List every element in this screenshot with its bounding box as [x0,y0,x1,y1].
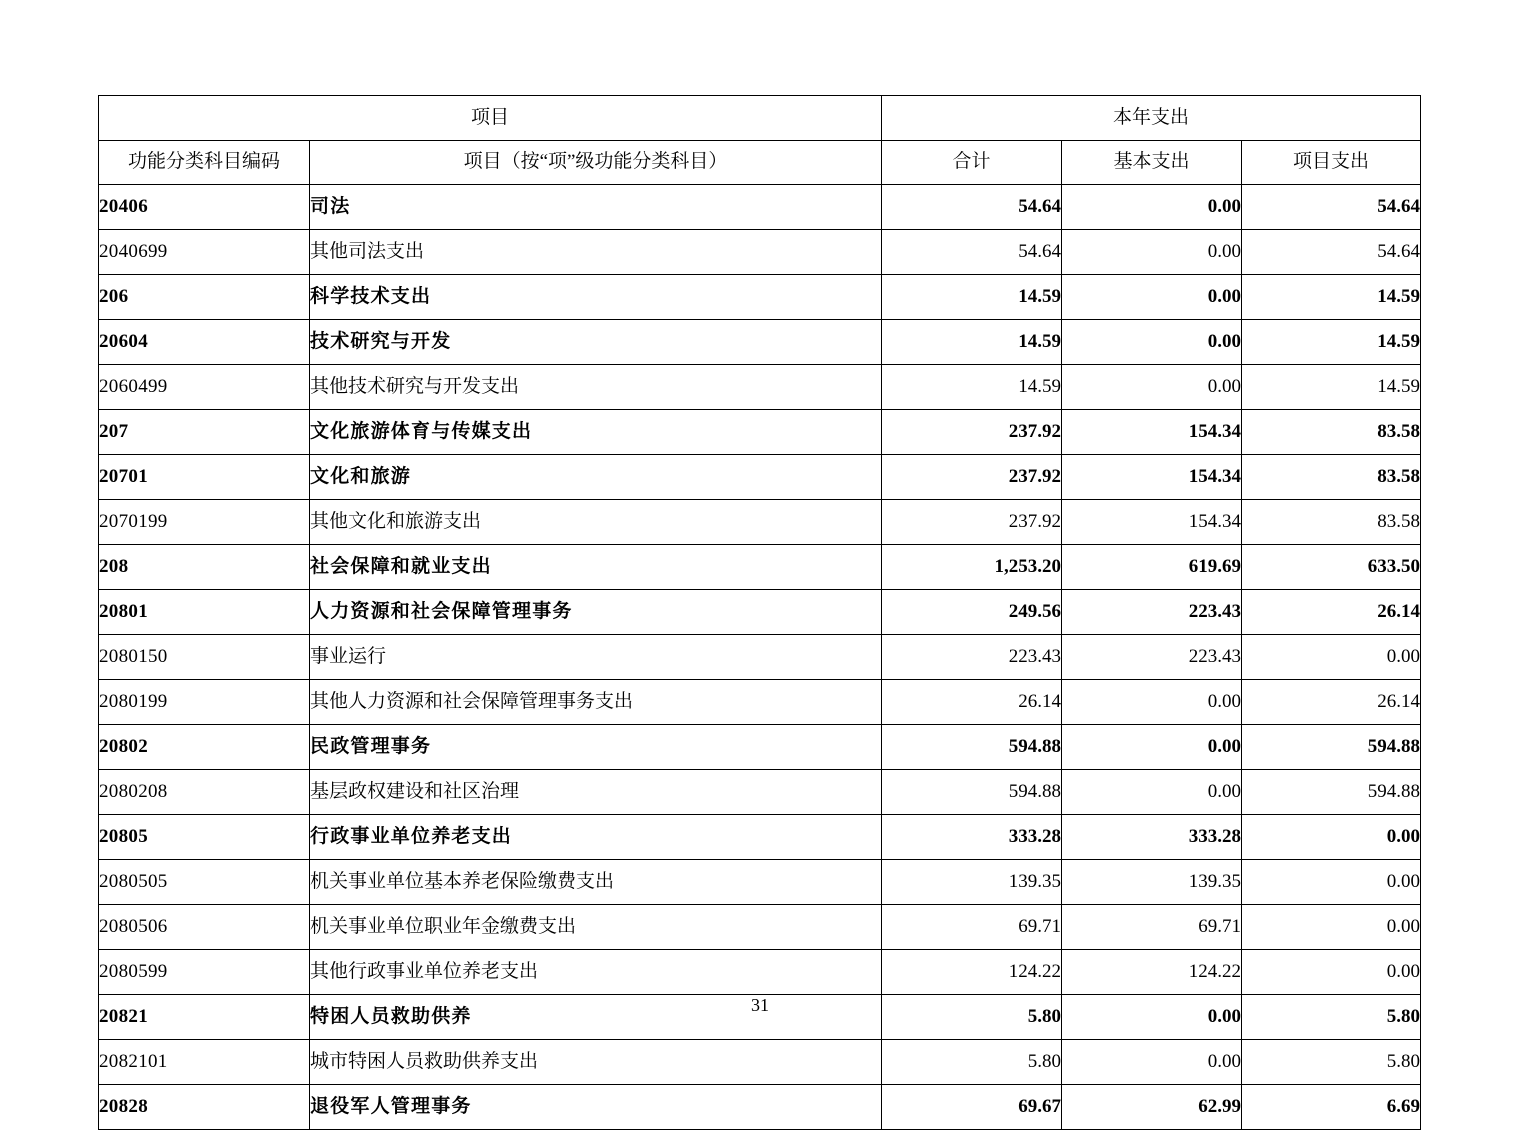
cell-function-code: 2070199 [99,500,310,545]
cell-function-code: 2080199 [99,680,310,725]
cell-basic-amount: 0.00 [1062,365,1242,410]
cell-project-amount: 83.58 [1242,410,1421,455]
cell-total-amount: 237.92 [882,500,1062,545]
cell-total-amount: 54.64 [882,185,1062,230]
table-row [99,860,1421,905]
cell-basic-amount: 154.34 [1062,455,1242,500]
cell-total-amount: 5.80 [882,1040,1062,1085]
cell-basic-amount: 0.00 [1062,275,1242,320]
cell-item-name: 其他行政事业单位养老支出 [310,950,882,995]
cell-project-amount: 594.88 [1242,770,1421,815]
cell-item-name: 文化旅游体育与传媒支出 [310,410,882,455]
cell-total-amount: 594.88 [882,725,1062,770]
cell-item-name: 退役军人管理事务 [310,1085,882,1130]
cell-total-amount: 5.80 [882,995,1062,1040]
cell-basic-amount: 619.69 [1062,545,1242,590]
cell-basic-amount: 0.00 [1062,725,1242,770]
table-header-row-group [99,96,1421,141]
cell-item-name: 城市特困人员救助供养支出 [310,1040,882,1085]
cell-item-name: 行政事业单位养老支出 [310,815,882,860]
table-row [99,1040,1421,1085]
table-row [99,1085,1421,1130]
budget-expenditure-table [98,95,1421,1130]
table-row [99,545,1421,590]
cell-project-amount: 14.59 [1242,275,1421,320]
table-row [99,185,1421,230]
cell-function-code: 20406 [99,185,310,230]
cell-basic-amount: 154.34 [1062,410,1242,455]
cell-project-amount: 0.00 [1242,635,1421,680]
table-row [99,815,1421,860]
header-col-project: 项目支出 [1242,141,1421,185]
table-row [99,455,1421,500]
cell-total-amount: 139.35 [882,860,1062,905]
cell-function-code: 2080150 [99,635,310,680]
cell-item-name: 基层政权建设和社区治理 [310,770,882,815]
table-row [99,500,1421,545]
cell-function-code: 2080506 [99,905,310,950]
table-row [99,680,1421,725]
cell-project-amount: 0.00 [1242,950,1421,995]
cell-item-name: 特困人员救助供养 [310,995,882,1040]
table-row [99,905,1421,950]
cell-total-amount: 26.14 [882,680,1062,725]
cell-basic-amount: 139.35 [1062,860,1242,905]
cell-project-amount: 14.59 [1242,320,1421,365]
header-group-expenditure: 本年支出 [882,96,1421,141]
cell-item-name: 机关事业单位基本养老保险缴费支出 [310,860,882,905]
cell-project-amount: 5.80 [1242,995,1421,1040]
cell-total-amount: 249.56 [882,590,1062,635]
cell-project-amount: 5.80 [1242,1040,1421,1085]
table-header-row-columns [99,141,1421,185]
cell-basic-amount: 154.34 [1062,500,1242,545]
table-row [99,590,1421,635]
cell-project-amount: 0.00 [1242,815,1421,860]
cell-item-name: 其他技术研究与开发支出 [310,365,882,410]
header-col-name: 项目（按“项”级功能分类科目） [310,141,882,185]
cell-item-name: 文化和旅游 [310,455,882,500]
cell-function-code: 208 [99,545,310,590]
table-row [99,725,1421,770]
cell-item-name: 人力资源和社会保障管理事务 [310,590,882,635]
cell-basic-amount: 0.00 [1062,770,1242,815]
table-row [99,365,1421,410]
table-row [99,950,1421,995]
cell-function-code: 2080208 [99,770,310,815]
header-col-basic: 基本支出 [1062,141,1242,185]
cell-function-code: 2080599 [99,950,310,995]
cell-basic-amount: 0.00 [1062,185,1242,230]
cell-total-amount: 14.59 [882,275,1062,320]
cell-function-code: 20805 [99,815,310,860]
cell-project-amount: 26.14 [1242,590,1421,635]
cell-basic-amount: 0.00 [1062,680,1242,725]
cell-project-amount: 6.69 [1242,1085,1421,1130]
cell-project-amount: 0.00 [1242,905,1421,950]
cell-function-code: 2040699 [99,230,310,275]
cell-function-code: 20701 [99,455,310,500]
cell-basic-amount: 0.00 [1062,320,1242,365]
cell-total-amount: 333.28 [882,815,1062,860]
table-row [99,770,1421,815]
table-body [99,185,1421,1130]
cell-item-name: 科学技术支出 [310,275,882,320]
cell-total-amount: 237.92 [882,455,1062,500]
cell-function-code: 206 [99,275,310,320]
cell-total-amount: 69.71 [882,905,1062,950]
table-row [99,320,1421,365]
cell-project-amount: 54.64 [1242,230,1421,275]
cell-project-amount: 26.14 [1242,680,1421,725]
header-group-item: 项目 [99,96,882,141]
cell-project-amount: 0.00 [1242,860,1421,905]
cell-item-name: 其他文化和旅游支出 [310,500,882,545]
cell-function-code: 20828 [99,1085,310,1130]
cell-total-amount: 237.92 [882,410,1062,455]
cell-basic-amount: 124.22 [1062,950,1242,995]
cell-function-code: 20802 [99,725,310,770]
cell-project-amount: 594.88 [1242,725,1421,770]
cell-total-amount: 1,253.20 [882,545,1062,590]
cell-function-code: 20604 [99,320,310,365]
cell-basic-amount: 62.99 [1062,1085,1242,1130]
cell-total-amount: 14.59 [882,320,1062,365]
cell-project-amount: 14.59 [1242,365,1421,410]
cell-function-code: 2082101 [99,1040,310,1085]
cell-item-name: 民政管理事务 [310,725,882,770]
cell-total-amount: 223.43 [882,635,1062,680]
cell-item-name: 社会保障和就业支出 [310,545,882,590]
cell-basic-amount: 223.43 [1062,635,1242,680]
cell-function-code: 20801 [99,590,310,635]
table-header [99,96,1421,185]
cell-total-amount: 69.67 [882,1085,1062,1130]
cell-function-code: 207 [99,410,310,455]
cell-basic-amount: 0.00 [1062,1040,1242,1085]
cell-basic-amount: 333.28 [1062,815,1242,860]
cell-total-amount: 124.22 [882,950,1062,995]
cell-basic-amount: 0.00 [1062,995,1242,1040]
cell-basic-amount: 0.00 [1062,230,1242,275]
cell-function-code: 20821 [99,995,310,1040]
cell-item-name: 司法 [310,185,882,230]
table-row [99,230,1421,275]
cell-item-name: 其他司法支出 [310,230,882,275]
cell-item-name: 其他人力资源和社会保障管理事务支出 [310,680,882,725]
cell-item-name: 机关事业单位职业年金缴费支出 [310,905,882,950]
header-col-total: 合计 [882,141,1062,185]
cell-item-name: 事业运行 [310,635,882,680]
cell-function-code: 2080505 [99,860,310,905]
cell-total-amount: 594.88 [882,770,1062,815]
cell-project-amount: 83.58 [1242,455,1421,500]
cell-total-amount: 54.64 [882,230,1062,275]
cell-basic-amount: 69.71 [1062,905,1242,950]
cell-function-code: 2060499 [99,365,310,410]
header-col-code: 功能分类科目编码 [99,141,310,185]
cell-project-amount: 83.58 [1242,500,1421,545]
cell-project-amount: 633.50 [1242,545,1421,590]
table-row [99,410,1421,455]
cell-item-name: 技术研究与开发 [310,320,882,365]
cell-basic-amount: 223.43 [1062,590,1242,635]
table-row [99,275,1421,320]
table-row [99,635,1421,680]
cell-total-amount: 14.59 [882,365,1062,410]
cell-project-amount: 54.64 [1242,185,1421,230]
page-number: 31 [751,995,769,1015]
